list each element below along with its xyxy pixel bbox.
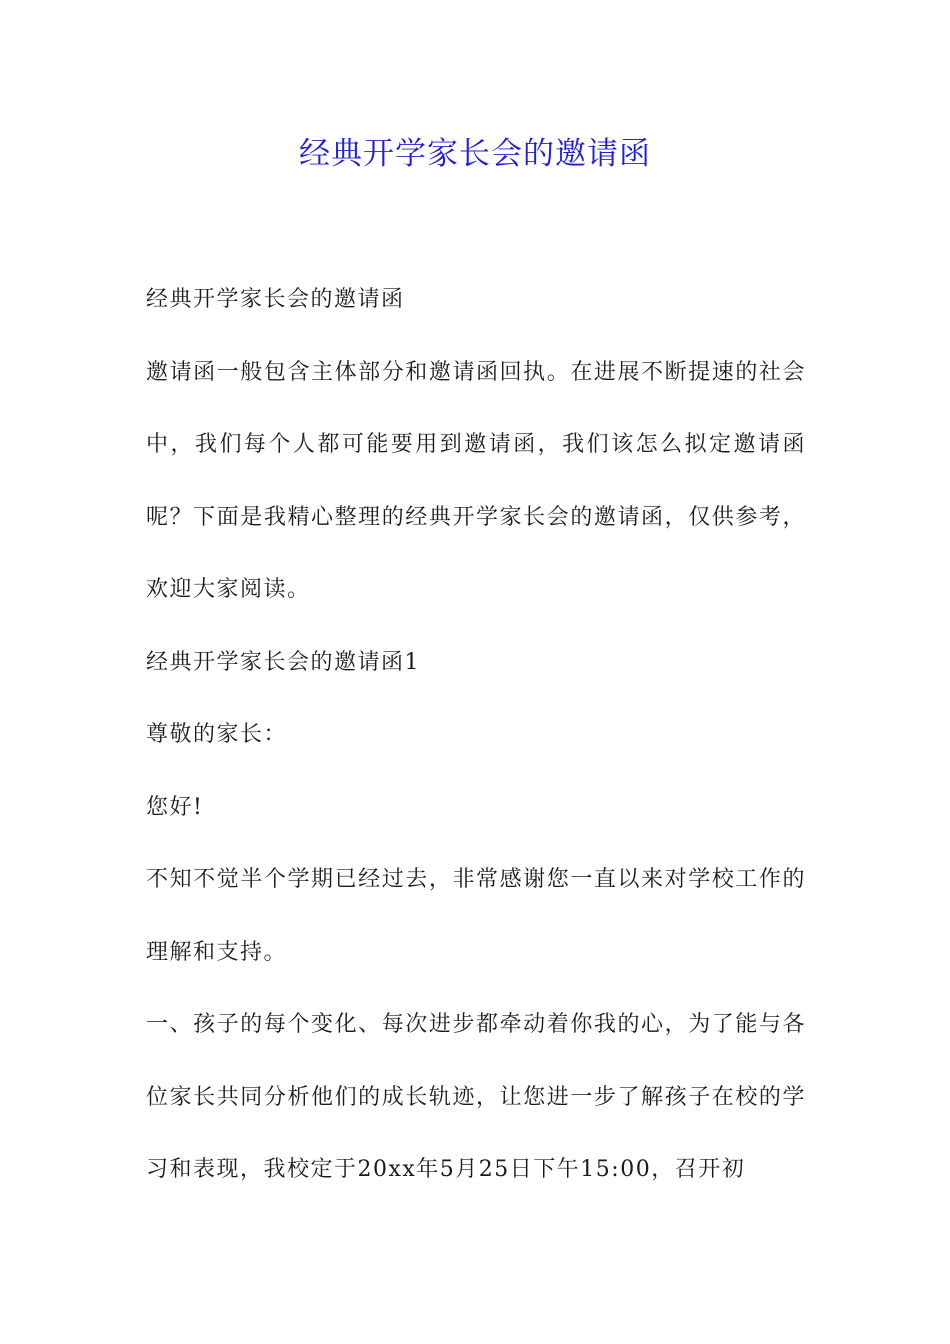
- paragraph-salutation: 尊敬的家长：: [146, 722, 288, 747]
- paragraph-section-heading: 经典开学家长会的邀请函1: [146, 649, 420, 675]
- paragraph-thanks: 不知不觉半个学期已经过去，非常感谢您一直以来对学校工作的理解和支持。: [146, 867, 806, 965]
- paragraph-subtitle: 经典开学家长会的邀请函: [146, 287, 405, 312]
- paragraph-greeting: 您好!: [146, 794, 204, 820]
- paragraph-intro: 邀请函一般包含主体部分和邀请函回执。在进展不断提速的社会中，我们每个人都可能要用到邀请函，我们该怎么拟定邀请函呢？下面是我精心整理的经典开学家长会的邀请函，仅供参考，欢迎大家阅读。: [146, 359, 806, 602]
- document-title: 经典开学家长会的邀请函: [299, 136, 651, 172]
- document-body: [146, 264, 806, 1207]
- paragraph-item-one: 一、孩子的每个变化、每次进步都牵动着你我的心，为了能与各位家长共同分析他们的成长轨迹，让您进一步了解孩子在校的学习和表现，我校定于20xx年5月25日下午15:00，召开初: [146, 1012, 806, 1182]
